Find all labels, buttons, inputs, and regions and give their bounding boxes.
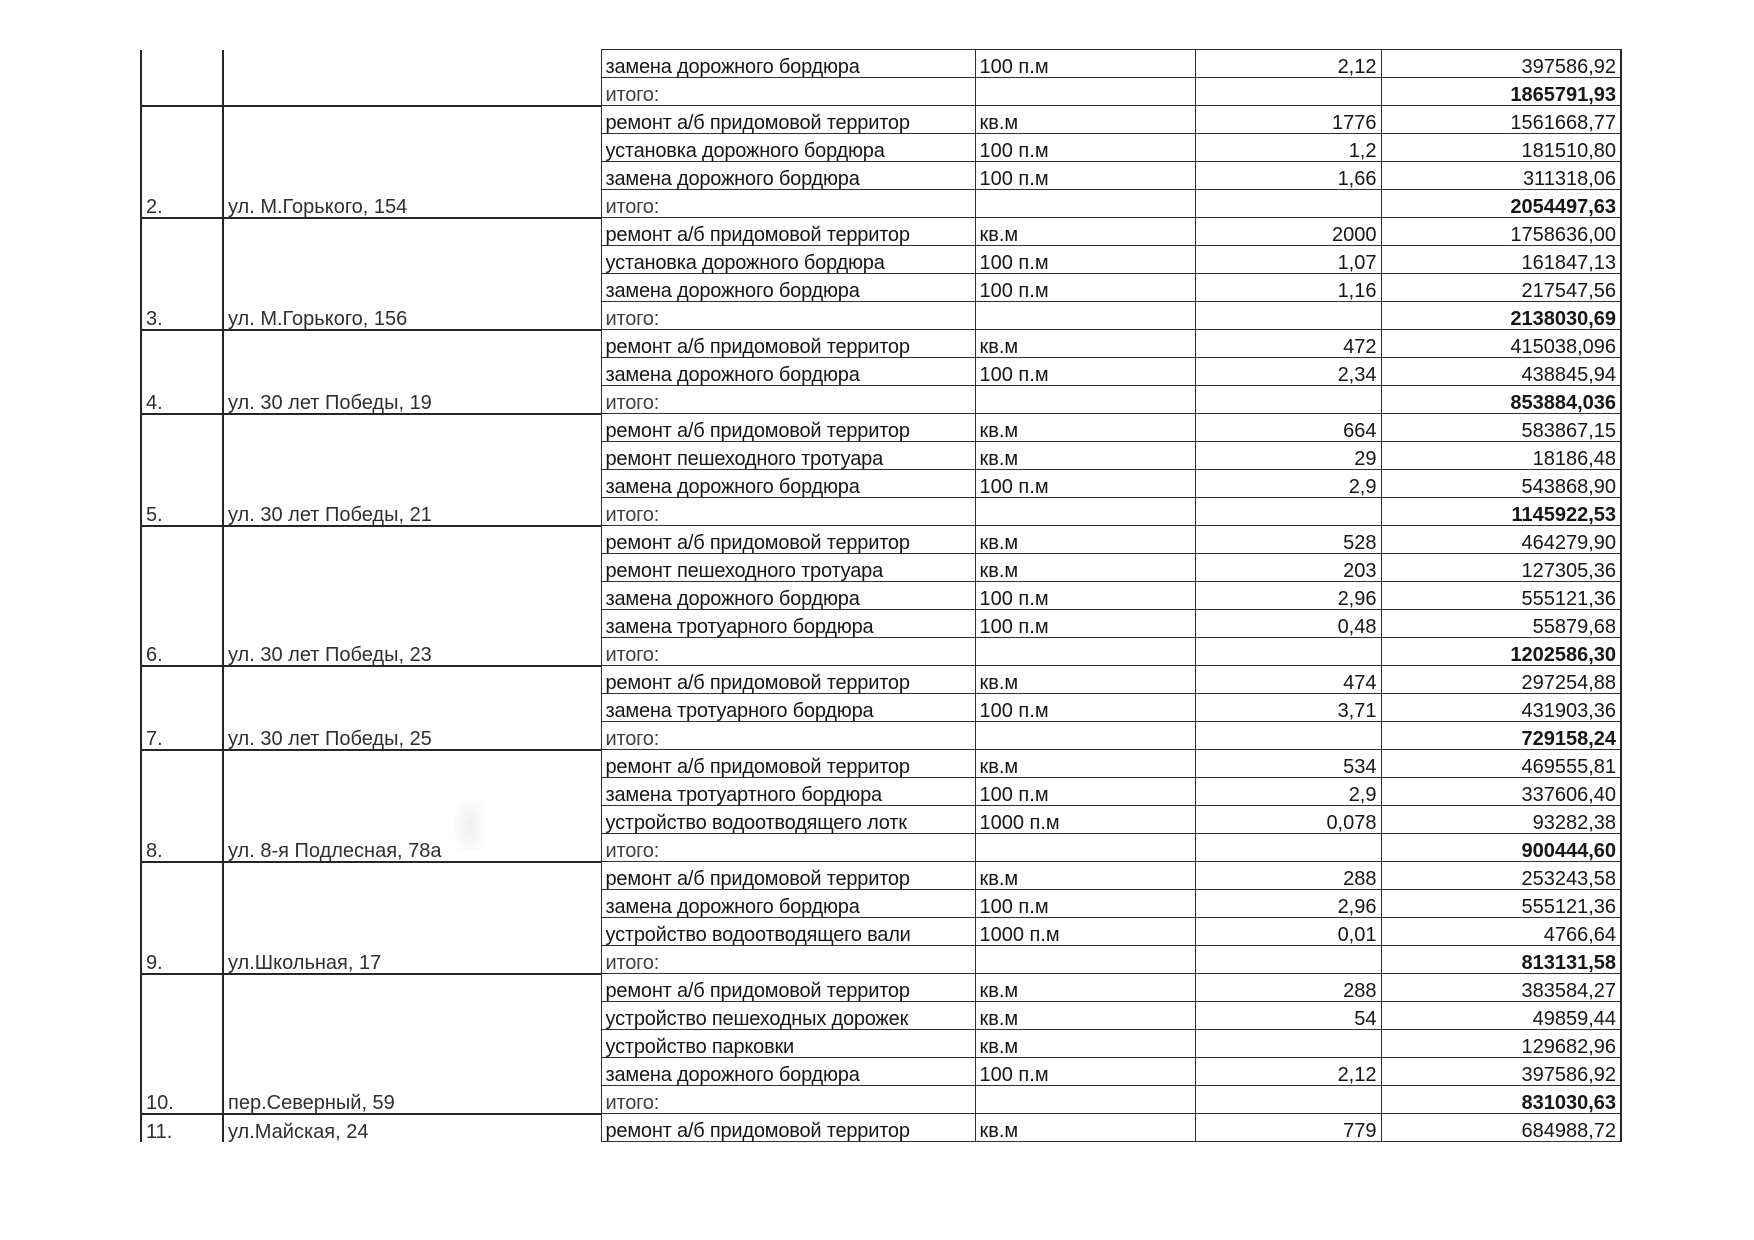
total-label: итого: xyxy=(601,78,975,106)
total-label: итого: xyxy=(601,722,975,750)
work-type-cell: ремонт а/б придомовой территор xyxy=(601,1114,975,1142)
quantity-cell: 288 xyxy=(1195,974,1381,1002)
cost-cell: 127305,36 xyxy=(1381,554,1621,582)
unit-cell: 100 п.м xyxy=(975,246,1195,274)
work-type-cell: замена дорожного бордюра xyxy=(601,358,975,386)
total-label: итого: xyxy=(601,302,975,330)
scan-smudge xyxy=(455,800,485,850)
unit-cell: кв.м xyxy=(975,218,1195,246)
quantity-cell: 3,71 xyxy=(1195,694,1381,722)
address-cell: ул. 30 лет Победы, 21 xyxy=(223,414,601,526)
item-number: 10. xyxy=(141,974,223,1114)
cost-cell: 431903,36 xyxy=(1381,694,1621,722)
total-label: итого: xyxy=(601,498,975,526)
cost-cell: 4766,64 xyxy=(1381,918,1621,946)
quantity-cell xyxy=(1195,722,1381,750)
address-cell: ул. 8-я Подлесная, 78а xyxy=(223,750,601,862)
work-type-cell: замена тротуартного бордюра xyxy=(601,778,975,806)
quantity-cell: 54 xyxy=(1195,1002,1381,1030)
quantity-cell xyxy=(1195,498,1381,526)
work-type-cell: ремонт а/б придомовой территор xyxy=(601,414,975,442)
quantity-cell: 2,96 xyxy=(1195,890,1381,918)
cost-cell: 543868,90 xyxy=(1381,470,1621,498)
total-label: итого: xyxy=(601,834,975,862)
table-row xyxy=(141,1114,1621,1142)
quantity-cell xyxy=(1195,302,1381,330)
total-sum: 2138030,69 xyxy=(1381,302,1621,330)
quantity-cell xyxy=(1195,190,1381,218)
unit-cell: кв.м xyxy=(975,1002,1195,1030)
quantity-cell: 1,2 xyxy=(1195,134,1381,162)
address-cell: ул.Майская, 24 xyxy=(223,1114,601,1142)
address-cell: ул. М.Горького, 156 xyxy=(223,218,601,330)
cost-cell: 555121,36 xyxy=(1381,582,1621,610)
work-type-cell: замена тротуарного бордюра xyxy=(601,610,975,638)
works-table-body xyxy=(141,50,1621,1142)
cost-cell: 311318,06 xyxy=(1381,162,1621,190)
unit-cell xyxy=(975,498,1195,526)
cost-cell: 1561668,77 xyxy=(1381,106,1621,134)
total-sum: 729158,24 xyxy=(1381,722,1621,750)
unit-cell: кв.м xyxy=(975,862,1195,890)
total-label: итого: xyxy=(601,190,975,218)
address-cell: ул. 30 лет Победы, 23 xyxy=(223,526,601,666)
quantity-cell: 474 xyxy=(1195,666,1381,694)
unit-cell xyxy=(975,386,1195,414)
unit-cell xyxy=(975,722,1195,750)
work-type-cell: установка дорожного бордюра xyxy=(601,246,975,274)
table-row xyxy=(141,974,1621,1002)
work-type-cell: ремонт а/б придомовой территор xyxy=(601,330,975,358)
cost-cell: 438845,94 xyxy=(1381,358,1621,386)
quantity-cell: 29 xyxy=(1195,442,1381,470)
table-row xyxy=(141,862,1621,890)
item-number: 11. xyxy=(141,1114,223,1142)
quantity-cell: 1,07 xyxy=(1195,246,1381,274)
work-type-cell: устройство пешеходных дорожек xyxy=(601,1002,975,1030)
unit-cell: 100 п.м xyxy=(975,50,1195,78)
unit-cell xyxy=(975,78,1195,106)
unit-cell xyxy=(975,1086,1195,1114)
unit-cell: кв.м xyxy=(975,750,1195,778)
table-row xyxy=(141,218,1621,246)
work-type-cell: ремонт а/б придомовой территор xyxy=(601,218,975,246)
table-row xyxy=(141,666,1621,694)
quantity-cell: 2,12 xyxy=(1195,1058,1381,1086)
unit-cell xyxy=(975,302,1195,330)
cost-cell: 161847,13 xyxy=(1381,246,1621,274)
quantity-cell: 2,34 xyxy=(1195,358,1381,386)
work-type-cell: установка дорожного бордюра xyxy=(601,134,975,162)
work-type-cell: ремонт а/б придомовой территор xyxy=(601,526,975,554)
address-cell: ул. М.Горького, 154 xyxy=(223,106,601,218)
item-number: 5. xyxy=(141,414,223,526)
unit-cell xyxy=(975,946,1195,974)
address-cell: ул. 30 лет Победы, 19 xyxy=(223,330,601,414)
work-type-cell: ремонт а/б придомовой территор xyxy=(601,106,975,134)
unit-cell: кв.м xyxy=(975,1030,1195,1058)
cost-cell: 297254,88 xyxy=(1381,666,1621,694)
cost-cell: 397586,92 xyxy=(1381,50,1621,78)
quantity-cell: 0,01 xyxy=(1195,918,1381,946)
total-sum: 831030,63 xyxy=(1381,1086,1621,1114)
address-cell: пер.Северный, 59 xyxy=(223,974,601,1114)
quantity-cell xyxy=(1195,1086,1381,1114)
table-row xyxy=(141,526,1621,554)
work-type-cell: замена дорожного бордюра xyxy=(601,890,975,918)
unit-cell: 100 п.м xyxy=(975,358,1195,386)
quantity-cell: 2,9 xyxy=(1195,470,1381,498)
table-row xyxy=(141,106,1621,134)
cost-cell: 129682,96 xyxy=(1381,1030,1621,1058)
quantity-cell: 2,9 xyxy=(1195,778,1381,806)
cost-cell: 469555,81 xyxy=(1381,750,1621,778)
work-type-cell: замена дорожного бордюра xyxy=(601,582,975,610)
cost-cell: 49859,44 xyxy=(1381,1002,1621,1030)
work-type-cell: замена тротуарного бордюра xyxy=(601,694,975,722)
work-type-cell: замена дорожного бордюра xyxy=(601,274,975,302)
work-type-cell: ремонт а/б придомовой территор xyxy=(601,862,975,890)
quantity-cell: 2,96 xyxy=(1195,582,1381,610)
quantity-cell: 2000 xyxy=(1195,218,1381,246)
quantity-cell: 288 xyxy=(1195,862,1381,890)
quantity-cell xyxy=(1195,386,1381,414)
item-number: 6. xyxy=(141,526,223,666)
unit-cell: кв.м xyxy=(975,554,1195,582)
unit-cell: кв.м xyxy=(975,330,1195,358)
item-number: 3. xyxy=(141,218,223,330)
item-number: 2. xyxy=(141,106,223,218)
quantity-cell: 0,078 xyxy=(1195,806,1381,834)
total-sum: 853884,036 xyxy=(1381,386,1621,414)
quantity-cell xyxy=(1195,638,1381,666)
total-sum: 1145922,53 xyxy=(1381,498,1621,526)
unit-cell: 100 п.м xyxy=(975,694,1195,722)
cost-cell: 397586,92 xyxy=(1381,1058,1621,1086)
quantity-cell: 203 xyxy=(1195,554,1381,582)
table-row xyxy=(141,50,1621,78)
unit-cell: 100 п.м xyxy=(975,778,1195,806)
unit-cell: 100 п.м xyxy=(975,134,1195,162)
table-row xyxy=(141,750,1621,778)
unit-cell: кв.м xyxy=(975,106,1195,134)
unit-cell: кв.м xyxy=(975,414,1195,442)
cost-cell: 253243,58 xyxy=(1381,862,1621,890)
unit-cell: 100 п.м xyxy=(975,890,1195,918)
work-type-cell: ремонт а/б придомовой территор xyxy=(601,750,975,778)
work-type-cell: ремонт пешеходного тротуара xyxy=(601,442,975,470)
cost-cell: 464279,90 xyxy=(1381,526,1621,554)
work-type-cell: ремонт а/б придомовой территор xyxy=(601,666,975,694)
unit-cell: 1000 п.м xyxy=(975,806,1195,834)
unit-cell: кв.м xyxy=(975,1114,1195,1142)
quantity-cell: 534 xyxy=(1195,750,1381,778)
unit-cell xyxy=(975,638,1195,666)
address-cell: ул.Школьная, 17 xyxy=(223,862,601,974)
cost-cell: 415038,096 xyxy=(1381,330,1621,358)
total-sum: 2054497,63 xyxy=(1381,190,1621,218)
cost-cell: 55879,68 xyxy=(1381,610,1621,638)
work-type-cell: замена дорожного бордюра xyxy=(601,470,975,498)
unit-cell xyxy=(975,190,1195,218)
works-table xyxy=(140,49,1622,1142)
scanned-table-page xyxy=(140,49,1620,1142)
unit-cell: 100 п.м xyxy=(975,582,1195,610)
item-number: 7. xyxy=(141,666,223,750)
item-number: 4. xyxy=(141,330,223,414)
quantity-cell: 528 xyxy=(1195,526,1381,554)
unit-cell: кв.м xyxy=(975,442,1195,470)
quantity-cell: 2,12 xyxy=(1195,50,1381,78)
unit-cell: 100 п.м xyxy=(975,470,1195,498)
unit-cell xyxy=(975,834,1195,862)
quantity-cell: 779 xyxy=(1195,1114,1381,1142)
cost-cell: 684988,72 xyxy=(1381,1114,1621,1142)
quantity-cell: 1,16 xyxy=(1195,274,1381,302)
work-type-cell: устройство водоотводящего лотк xyxy=(601,806,975,834)
total-sum: 1865791,93 xyxy=(1381,78,1621,106)
total-label: итого: xyxy=(601,638,975,666)
item-number xyxy=(141,50,223,106)
work-type-cell: устройство водоотводящего вали xyxy=(601,918,975,946)
unit-cell: 100 п.м xyxy=(975,162,1195,190)
table-row xyxy=(141,330,1621,358)
quantity-cell: 1,66 xyxy=(1195,162,1381,190)
cost-cell: 1758636,00 xyxy=(1381,218,1621,246)
unit-cell: кв.м xyxy=(975,526,1195,554)
total-sum: 900444,60 xyxy=(1381,834,1621,862)
table-row xyxy=(141,414,1621,442)
work-type-cell: замена дорожного бордюра xyxy=(601,50,975,78)
cost-cell: 18186,48 xyxy=(1381,442,1621,470)
unit-cell: 100 п.м xyxy=(975,610,1195,638)
quantity-cell xyxy=(1195,78,1381,106)
quantity-cell xyxy=(1195,946,1381,974)
total-label: итого: xyxy=(601,1086,975,1114)
cost-cell: 337606,40 xyxy=(1381,778,1621,806)
work-type-cell: ремонт а/б придомовой территор xyxy=(601,974,975,1002)
quantity-cell: 0,48 xyxy=(1195,610,1381,638)
unit-cell: 1000 п.м xyxy=(975,918,1195,946)
work-type-cell: замена дорожного бордюра xyxy=(601,162,975,190)
unit-cell: 100 п.м xyxy=(975,1058,1195,1086)
cost-cell: 181510,80 xyxy=(1381,134,1621,162)
quantity-cell xyxy=(1195,1030,1381,1058)
total-sum: 1202586,30 xyxy=(1381,638,1621,666)
quantity-cell: 472 xyxy=(1195,330,1381,358)
cost-cell: 217547,56 xyxy=(1381,274,1621,302)
unit-cell: кв.м xyxy=(975,974,1195,1002)
item-number: 8. xyxy=(141,750,223,862)
unit-cell: 100 п.м xyxy=(975,274,1195,302)
cost-cell: 583867,15 xyxy=(1381,414,1621,442)
total-sum: 813131,58 xyxy=(1381,946,1621,974)
cost-cell: 93282,38 xyxy=(1381,806,1621,834)
unit-cell: кв.м xyxy=(975,666,1195,694)
total-label: итого: xyxy=(601,946,975,974)
total-label: итого: xyxy=(601,386,975,414)
quantity-cell xyxy=(1195,834,1381,862)
item-number: 9. xyxy=(141,862,223,974)
work-type-cell: ремонт пешеходного тротуара xyxy=(601,554,975,582)
work-type-cell: замена дорожного бордюра xyxy=(601,1058,975,1086)
cost-cell: 383584,27 xyxy=(1381,974,1621,1002)
address-cell: ул. 30 лет Победы, 25 xyxy=(223,666,601,750)
address-cell xyxy=(223,50,601,106)
quantity-cell: 1776 xyxy=(1195,106,1381,134)
cost-cell: 555121,36 xyxy=(1381,890,1621,918)
work-type-cell: устройство парковки xyxy=(601,1030,975,1058)
quantity-cell: 664 xyxy=(1195,414,1381,442)
